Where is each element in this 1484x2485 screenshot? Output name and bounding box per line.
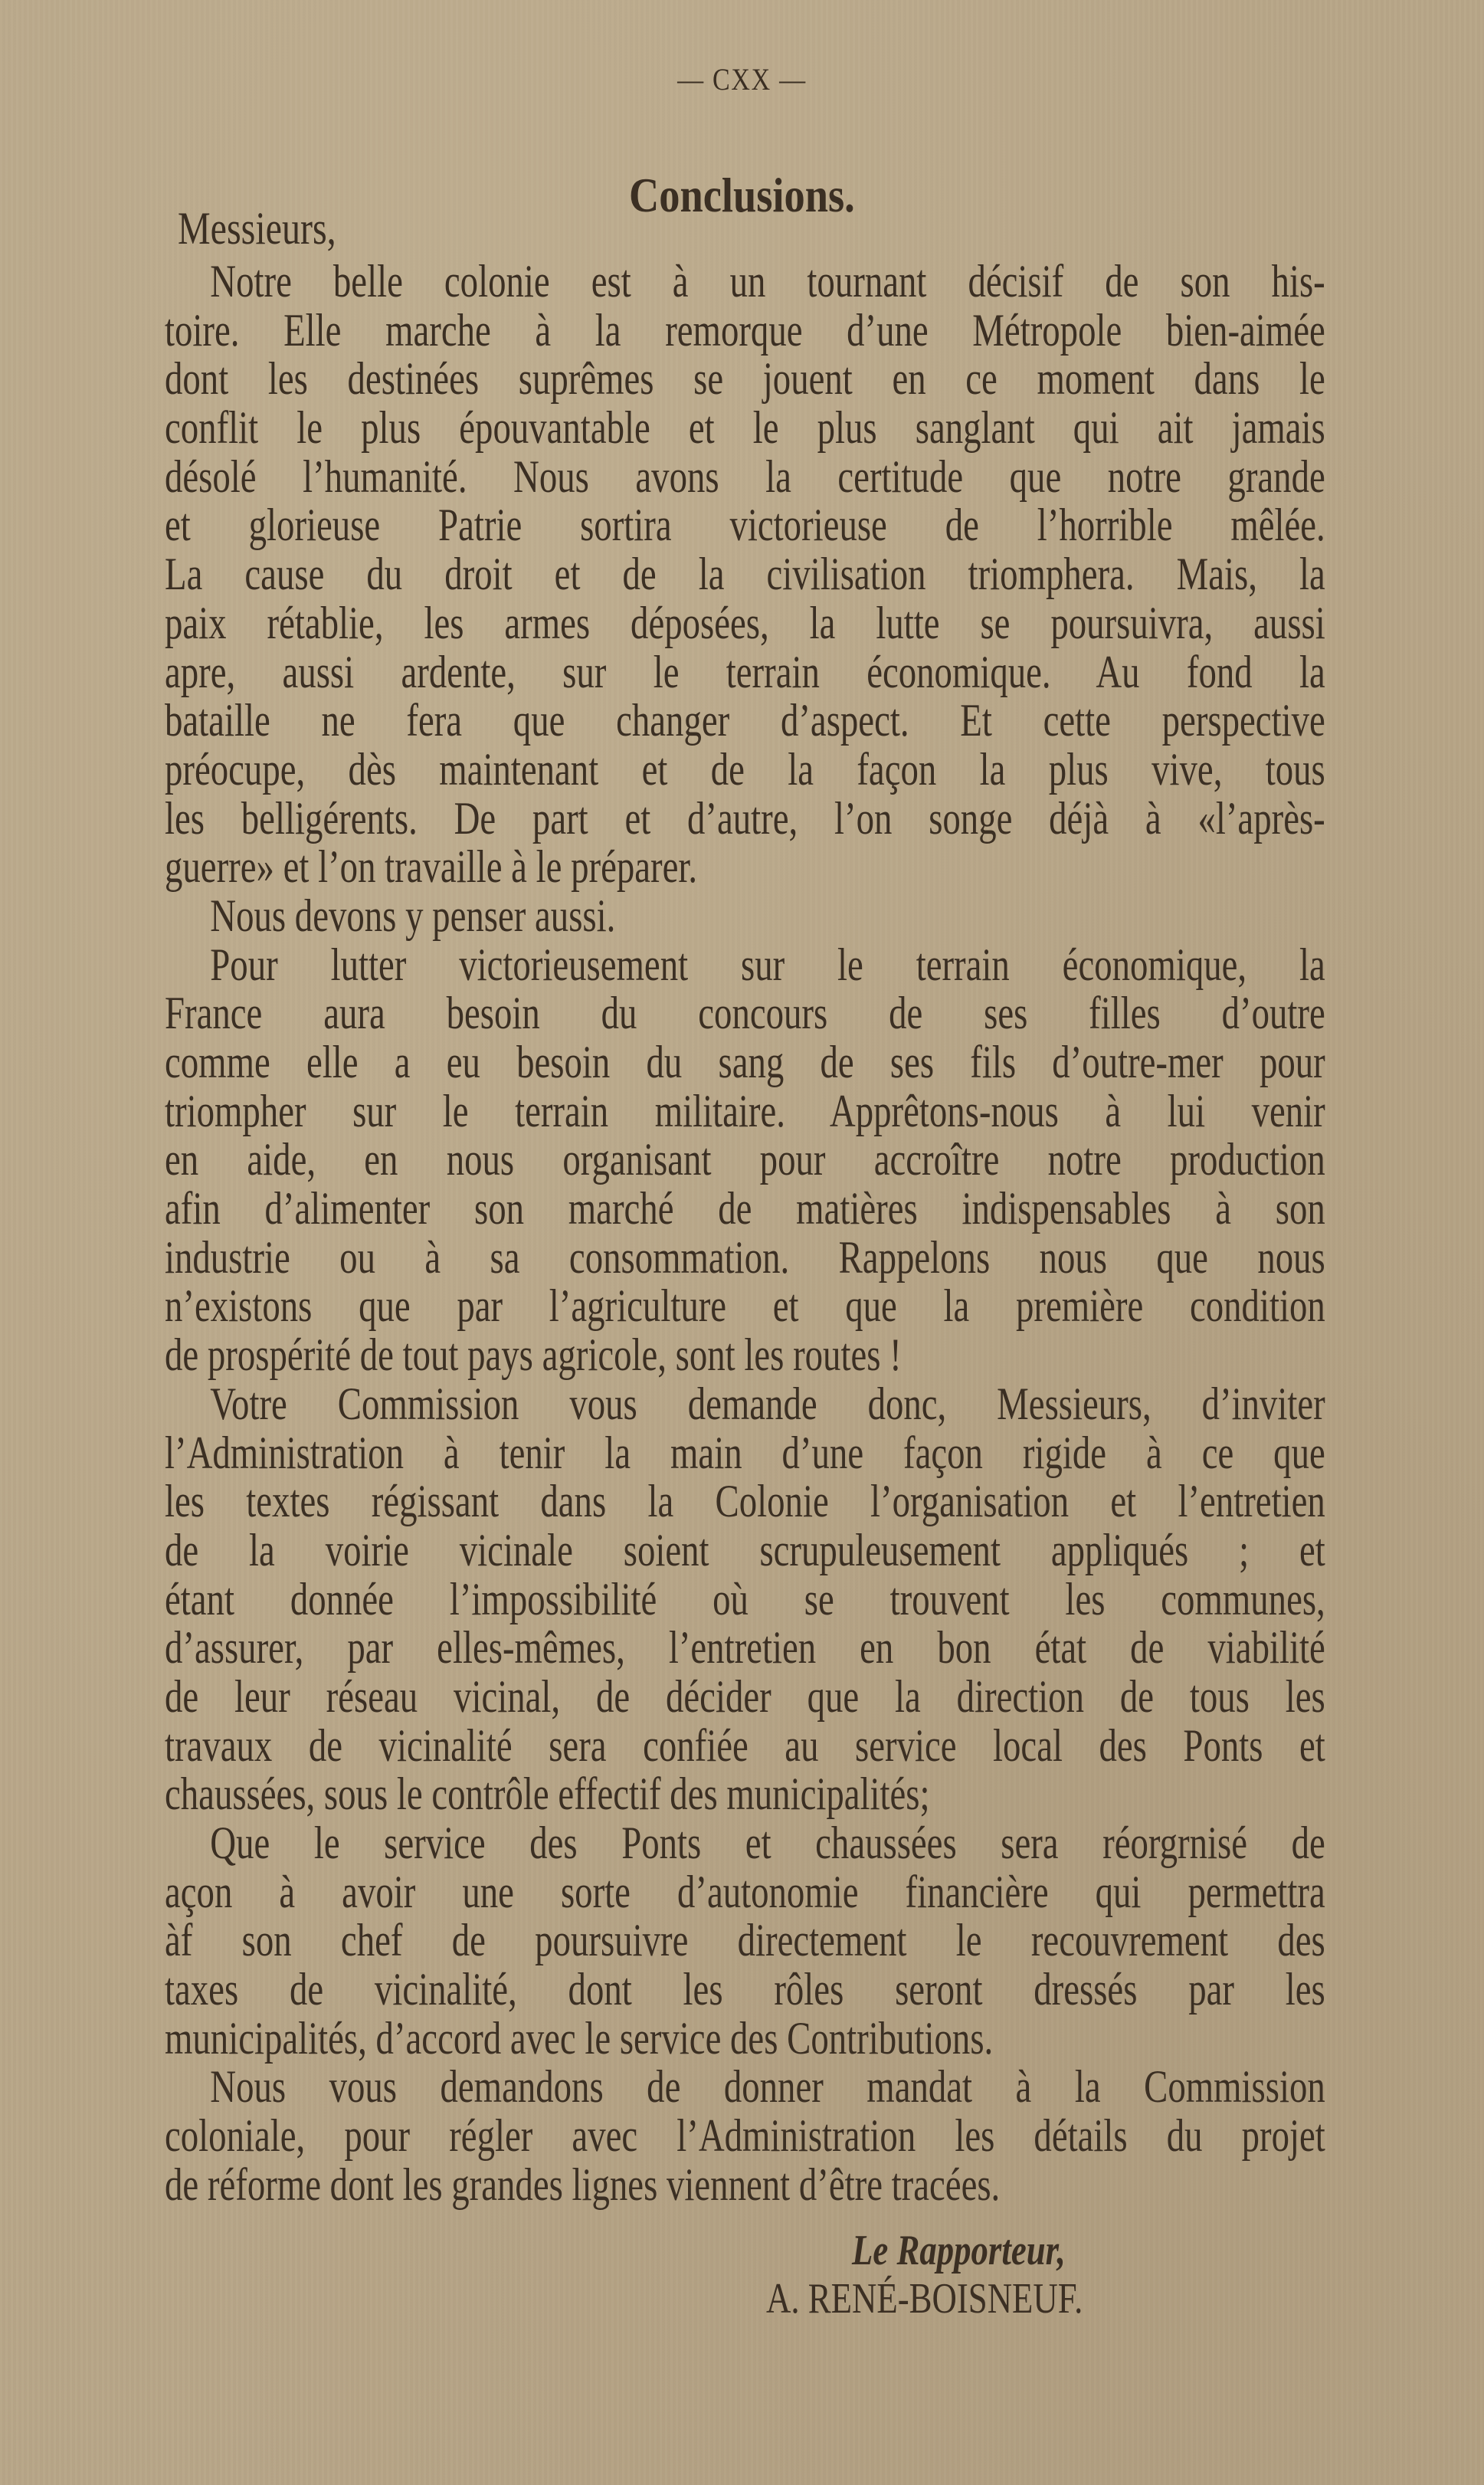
text-line: France aura besoin du concours de ses filles d’outre <box>165 988 1325 1039</box>
text-line: dont les destinées suprêmes se jouent en ce moment dans le <box>165 353 1325 405</box>
text-line: de réforme dont les grandes lignes viennent d’être tracées. <box>165 2159 1001 2210</box>
body-text <box>165 257 1325 2210</box>
text-line: de leur réseau vicinal, de décider que la direction de tous les <box>165 1670 1325 1722</box>
text-line: Pour lutter victorieusement sur le terrain économique, la <box>210 939 1325 990</box>
text-line: chaussées, sous le contrôle effectif des municipalités; <box>165 1769 930 1820</box>
text-line: en aide, en nous organisant pour accroître notre production <box>165 1134 1325 1185</box>
text-line: Que le service des Ponts et chaussées sera réorgrnisé de <box>210 1818 1325 1868</box>
paragraph <box>165 1819 1325 2063</box>
paragraph <box>165 941 1325 1380</box>
signature-role: Le Rapporteur, <box>852 2227 1066 2274</box>
text-line: triompher sur le terrain militaire. Apprêtons-nous à lui venir <box>165 1085 1325 1136</box>
text-line: n’existons que par l’agriculture et que la première condition <box>165 1280 1325 1332</box>
text-line: comme elle a eu besoin du sang de ses fils d’outre-mer pour <box>165 1037 1325 1087</box>
text-line: açon à avoir une sorte d’autonomie financière qui permettra <box>165 1866 1325 1917</box>
text-line: les textes régissant dans la Colonie l’organisation et l’entretien <box>165 1476 1325 1527</box>
text-line: afin d’alimenter son marché de matières indispensables à son <box>165 1183 1325 1234</box>
text-line: Notre belle colonie est à un tournant décisif de son his- <box>210 256 1325 307</box>
text-line: Nous devons y penser aussi. <box>210 890 616 941</box>
text-line: désolé l’humanité. Nous avons la certitude que notre grande <box>165 451 1325 502</box>
paragraph <box>165 892 1325 941</box>
text-line: toire. Elle marche à la remorque d’une Métropole bien-aimée <box>165 304 1325 356</box>
text-line: guerre» et l’on travaille à le préparer. <box>165 841 698 893</box>
text-line: et glorieuse Patrie sortira victorieuse de l’horrible mêlée. <box>165 500 1325 551</box>
text-line: les belligérents. De part et d’autre, l’on songe déjà à «l’après- <box>165 792 1325 844</box>
text-line: La cause du droit et de la civilisation triomphera. Mais, la <box>165 549 1325 600</box>
page-number: — CXX — <box>677 62 807 97</box>
text-line: coloniale, pour régler avec l’Administration les détails du projet <box>165 2110 1325 2162</box>
text-line: de prospérité de tout pays agricole, sont les routes ! <box>165 1329 902 1381</box>
text-line: d’assurer, par elles-mêmes, l’entretien en bon état de viabilité <box>165 1622 1325 1674</box>
paragraph <box>165 257 1325 892</box>
text-line: étant donnée l’impossibilité où se trouvent les communes, <box>165 1573 1325 1624</box>
text-line: Votre Commission vous demande donc, Messieurs, d’inviter <box>210 1378 1325 1429</box>
text-line: bataille ne fera que changer d’aspect. Et cette perspective <box>165 695 1325 746</box>
text-line: paix rétablie, les armes déposées, la lutte se poursuivra, aussi <box>165 597 1325 648</box>
text-line: de la voirie vicinale soient scrupuleusement appliqués ; et <box>165 1524 1325 1575</box>
signature-name: A. RENÉ-BOISNEUF. <box>766 2275 1083 2323</box>
title-text: Conclusions. <box>629 168 855 222</box>
text-line: l’Administration à tenir la main d’une façon rigide à ce que <box>165 1427 1325 1478</box>
text-line: municipalités, d’accord avec le service des Contributions. <box>165 2012 994 2064</box>
text-line: apre, aussi ardente, sur le terrain économique. Au fond la <box>165 646 1325 697</box>
salutation: Messieurs, <box>178 203 336 254</box>
text-line: travaux de vicinalité sera confiée au service local des Ponts et <box>165 1720 1325 1771</box>
text-line: taxes de vicinalité, dont les rôles seront dressés par les <box>165 1964 1325 2015</box>
text-line: àf son chef de poursuivre directement le recouvrement des <box>165 1915 1325 1966</box>
paragraph <box>165 1380 1325 1819</box>
paragraph <box>165 2063 1325 2209</box>
text-line: Nous vous demandons de donner mandat à la Commission <box>210 2061 1325 2113</box>
text-line: industrie ou à sa consommation. Rappelons nous que nous <box>165 1231 1325 1283</box>
text-line: préocupe, dès maintenant et de la façon la plus vive, tous <box>165 743 1325 795</box>
text-line: conflit le plus épouvantable et le plus sanglant qui ait jamais <box>165 402 1325 454</box>
